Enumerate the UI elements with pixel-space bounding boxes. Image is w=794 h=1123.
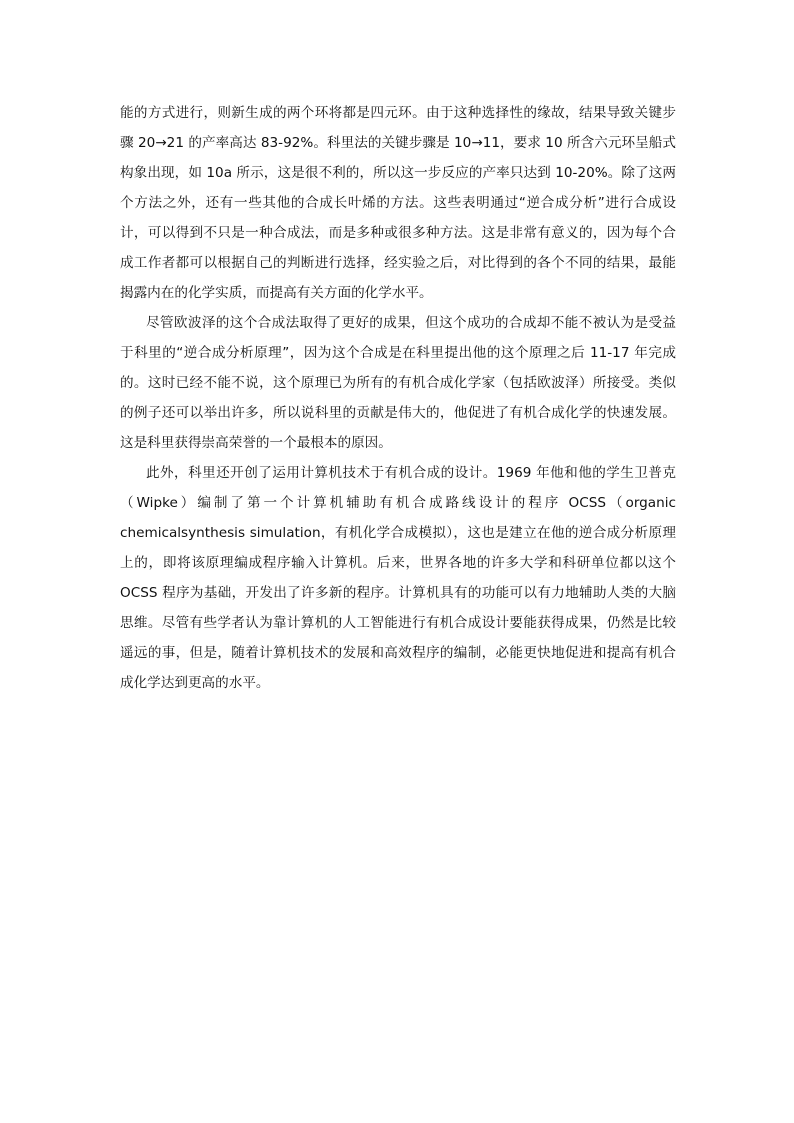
paragraph-computer-design: 此外，科里还开创了运用计算机技术于有机合成的设计。1969 年他和他的学生卫普克（Wipke）编制了第一个计算机辅助有机合成路线设计的程序 OCSS（organic chemicalsynthesis simulation，有机化学合成模拟），这也是建立在他的逆合成分析原理上的，即将该原理编成程序输入计算机。后来，世界各地的许多大学和科研单位都以这个 OCSS 程序为基础，开发出了许多新的程序。计算机具有的功能可以有力地辅助人类的大脑思维。尽管有些学者认为靠计算机的人工智能进行有机合成设计要能获得成果，仍然是比较遥远的事，但是，随着计算机技术的发展和高效程序的编制，必能更快地促进和提高有机合成化学达到更高的水平。: [120, 465, 676, 691]
paragraph-oppolzer: 尽管欧波泽的这个合成法取得了更好的成果，但这个成功的合成却不能不被认为是受益于科里的“逆合成分析原理”，因为这个合成是在科里提出他的这个原理之后 11-17 年完成的。这时已经不能不说，这个原理已为所有的有机合成化学家（包括欧波泽）所接受。类似的例子还可以举出许多，所以说科里的贡献是伟大的，他促进了有机合成化学的快速发展。这是科里获得崇高荣誉的一个最根本的原因。: [120, 315, 676, 451]
paragraph-continued: 能的方式进行，则新生成的两个环将都是四元环。由于这种选择性的缘故，结果导致关键步骤 20→21 的产率高达 83-92%。科里法的关键步骤是 10→11，要求 10 所含六元环呈船式构象出现，如 10a 所示，这是很不利的，所以这一步反应的产率只达到 10-20%。除了这两个方法之外，还有一些其他的合成长叶烯的方法。这些表明通过“逆合成分析”进行合成设计，可以得到不只是一种合成法，而是多种或很多种方法。这是非常有意义的，因为每个合成工作者都可以根据自己的判断进行选择，经实验之后，对比得到的各个不同的结果，最能揭露内在的化学实质，而提高有关方面的化学水平。: [120, 105, 676, 301]
document-body: [120, 98, 676, 698]
